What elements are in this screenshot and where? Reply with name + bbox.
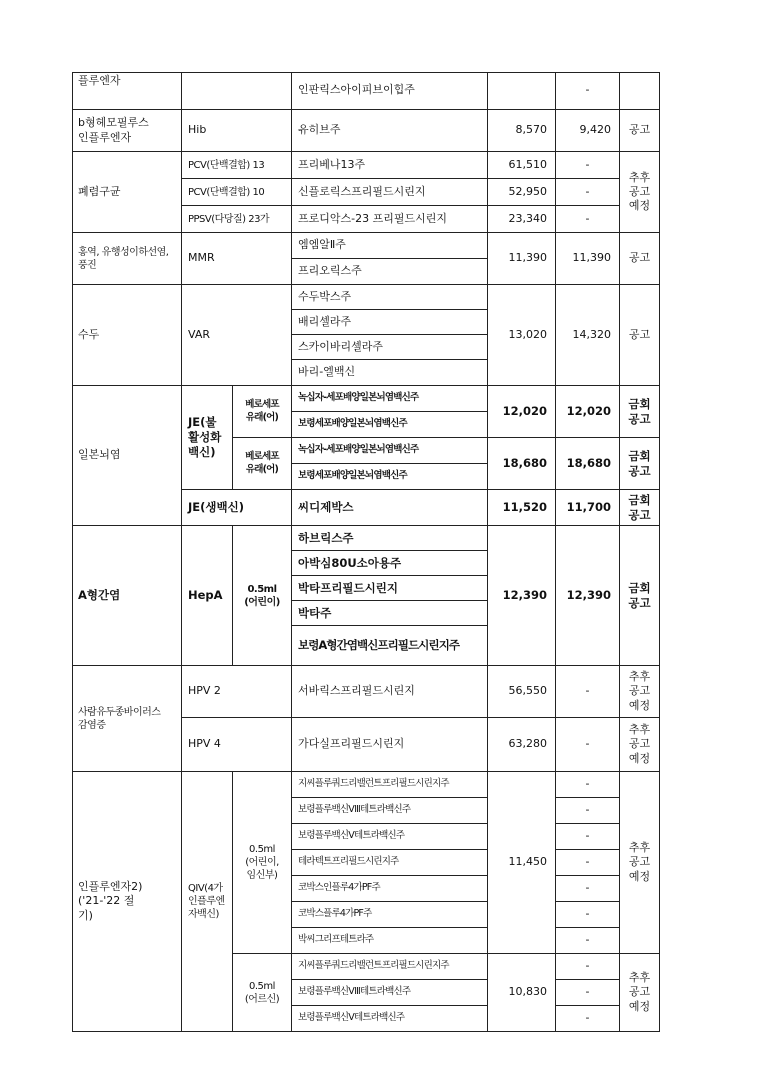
dose-flu-adult: 0.5ml (어르신) <box>233 954 292 1032</box>
product-je: 녹십자-세포배양일본뇌염백신주 <box>292 438 488 464</box>
note-flu-adult: 추후 공고 예정 <box>620 954 660 1032</box>
product-var: 스카이바리셀라주 <box>292 335 488 360</box>
type-pneumo: PPSV(다당질) 23가 <box>182 206 292 233</box>
public-price-flu: - <box>556 876 620 902</box>
product-pneumo: 신플로릭스프리필드시린지 <box>292 179 488 206</box>
price-mmr: 11,390 <box>488 233 556 285</box>
public-price-flu: - <box>556 980 620 1006</box>
note-flu-child: 추후 공고 예정 <box>620 772 660 954</box>
product-hepa: 박타주 <box>292 601 488 626</box>
product-flu: 테라텍트프리필드시린지주 <box>292 850 488 876</box>
disease-flu-top: 플루엔자 <box>72 72 182 110</box>
note-mmr: 공고 <box>620 233 660 285</box>
disease-var: 수두 <box>72 285 182 386</box>
product-mmr: 프리오릭스주 <box>292 259 488 285</box>
product-flu: 지씨플루쿼드리밸런트프리필드시린지주 <box>292 772 488 798</box>
product-hib: 유히브주 <box>292 110 488 152</box>
price-hpv: 63,280 <box>488 718 556 772</box>
public-price-flu: - <box>556 824 620 850</box>
public-price-hpv: - <box>556 666 620 718</box>
type-mmr: MMR <box>182 233 292 285</box>
vaccine-price-table <box>72 72 660 1032</box>
disease-je: 일본뇌염 <box>72 386 182 526</box>
note-je-live: 금회 공고 <box>620 490 660 526</box>
price-empty <box>488 72 556 110</box>
type-pneumo: PCV(단백결합) 10 <box>182 179 292 206</box>
disease-pneumo: 폐렴구균 <box>72 152 182 233</box>
product-flu: 코박스인플루4가PF주 <box>292 876 488 902</box>
product-flu-top: 인판릭스아이피브이힙주 <box>292 72 488 110</box>
public-price-je-a: 12,020 <box>556 386 620 438</box>
note-empty <box>620 72 660 110</box>
product-hpv: 서바릭스프리필드시린지 <box>292 666 488 718</box>
product-pneumo: 프리베나13주 <box>292 152 488 179</box>
price-var: 13,020 <box>488 285 556 386</box>
note-hpv: 추후 공고 예정 <box>620 718 660 772</box>
public-price-mmr: 11,390 <box>556 233 620 285</box>
note-pneumo: 추후 공고 예정 <box>620 152 660 233</box>
price-pneumo: 52,950 <box>488 179 556 206</box>
public-price-flu: - <box>556 928 620 954</box>
public-price-je-live: 11,700 <box>556 490 620 526</box>
product-mmr: 엠엠알Ⅱ주 <box>292 233 488 259</box>
public-price-hib: 9,420 <box>556 110 620 152</box>
product-je: 보령세포배양일본뇌염백신주 <box>292 464 488 490</box>
product-je: 보령세포배양일본뇌염백신주 <box>292 412 488 438</box>
price-pneumo: 61,510 <box>488 152 556 179</box>
product-flu: 보령플루백신Ⅴ테트라백신주 <box>292 824 488 850</box>
public-price-flu: - <box>556 798 620 824</box>
public-price-hpv: - <box>556 718 620 772</box>
type-flu: QIV(4가 인플루엔 자백신) <box>182 772 233 1032</box>
public-price-flu: - <box>556 902 620 928</box>
product-je: 녹십자-세포배양일본뇌염백신주 <box>292 386 488 412</box>
type-hpv: HPV 2 <box>182 666 292 718</box>
price-je-live: 11,520 <box>488 490 556 526</box>
price-je-b: 18,680 <box>488 438 556 490</box>
product-hepa: 보령A형간염백신프리필드시린지주 <box>292 626 488 666</box>
price-flu-adult: 10,830 <box>488 954 556 1032</box>
public-price-pneumo: - <box>556 152 620 179</box>
product-flu: 박씨그리프테트라주 <box>292 928 488 954</box>
type-hpv: HPV 4 <box>182 718 292 772</box>
type-hib: Hib <box>182 110 292 152</box>
product-hpv: 가다실프리필드시린지 <box>292 718 488 772</box>
type-var: VAR <box>182 285 292 386</box>
public-price-pneumo: - <box>556 179 620 206</box>
dose-flu-child: 0.5ml (어린이, 임신부) <box>233 772 292 954</box>
type-je-inactivated: JE(불 활성화 백신) <box>182 386 233 490</box>
price-hpv: 56,550 <box>488 666 556 718</box>
product-pneumo: 프로디악스-23 프리필드시린지 <box>292 206 488 233</box>
product-flu: 지씨플루쿼드리밸런트프리필드시린지주 <box>292 954 488 980</box>
disease-hpv: 사람유두종바이러스 감염증 <box>72 666 182 772</box>
note-hpv: 추후 공고 예정 <box>620 666 660 718</box>
note-hepa: 금회 공고 <box>620 526 660 666</box>
public-price-flu: - <box>556 850 620 876</box>
note-var: 공고 <box>620 285 660 386</box>
type-pneumo: PCV(단백결합) 13 <box>182 152 292 179</box>
public-price-flu-top: - <box>556 72 620 110</box>
price-flu-child: 11,450 <box>488 772 556 954</box>
product-flu: 보령플루백신Ⅷ테트라백신주 <box>292 798 488 824</box>
public-price-flu: - <box>556 772 620 798</box>
public-price-pneumo: - <box>556 206 620 233</box>
type-empty <box>182 72 292 110</box>
type-hepa: HepA <box>182 526 233 666</box>
price-pneumo: 23,340 <box>488 206 556 233</box>
product-flu: 코박스플루4가PF주 <box>292 902 488 928</box>
disease-hib: b형헤모필루스 인플루엔자 <box>72 110 182 152</box>
product-hepa: 하브릭스주 <box>292 526 488 551</box>
public-price-hepa: 12,390 <box>556 526 620 666</box>
product-var: 배리셀라주 <box>292 310 488 335</box>
public-price-var: 14,320 <box>556 285 620 386</box>
product-flu: 보령플루백신Ⅷ테트라백신주 <box>292 980 488 1006</box>
public-price-je-b: 18,680 <box>556 438 620 490</box>
public-price-flu: - <box>556 1006 620 1032</box>
product-hepa: 아박심80U소아용주 <box>292 551 488 576</box>
price-je-a: 12,020 <box>488 386 556 438</box>
product-var: 바리-엘백신 <box>292 360 488 386</box>
product-var: 수두박스주 <box>292 285 488 310</box>
price-hepa: 12,390 <box>488 526 556 666</box>
product-flu: 보령플루백신Ⅴ테트라백신주 <box>292 1006 488 1032</box>
public-price-flu: - <box>556 954 620 980</box>
disease-mmr: 홍역, 유행성이하선염, 풍진 <box>72 233 182 285</box>
type-je-live: JE(생백신) <box>182 490 292 526</box>
dose-hepa: 0.5ml (어린이) <box>233 526 292 666</box>
price-hib: 8,570 <box>488 110 556 152</box>
product-je-live: 씨디제박스 <box>292 490 488 526</box>
je-vero-cell-a: 베로세포 유래(어) <box>233 386 292 438</box>
note-hib: 공고 <box>620 110 660 152</box>
note-je-b: 금회 공고 <box>620 438 660 490</box>
product-hepa: 박타프리필드시린지 <box>292 576 488 601</box>
note-je-a: 금회 공고 <box>620 386 660 438</box>
je-vero-cell-b: 베로세포 유래(어) <box>233 438 292 490</box>
disease-hepa: A형간염 <box>72 526 182 666</box>
disease-flu: 인플루엔자2) ('21-'22 절 기) <box>72 772 182 1032</box>
